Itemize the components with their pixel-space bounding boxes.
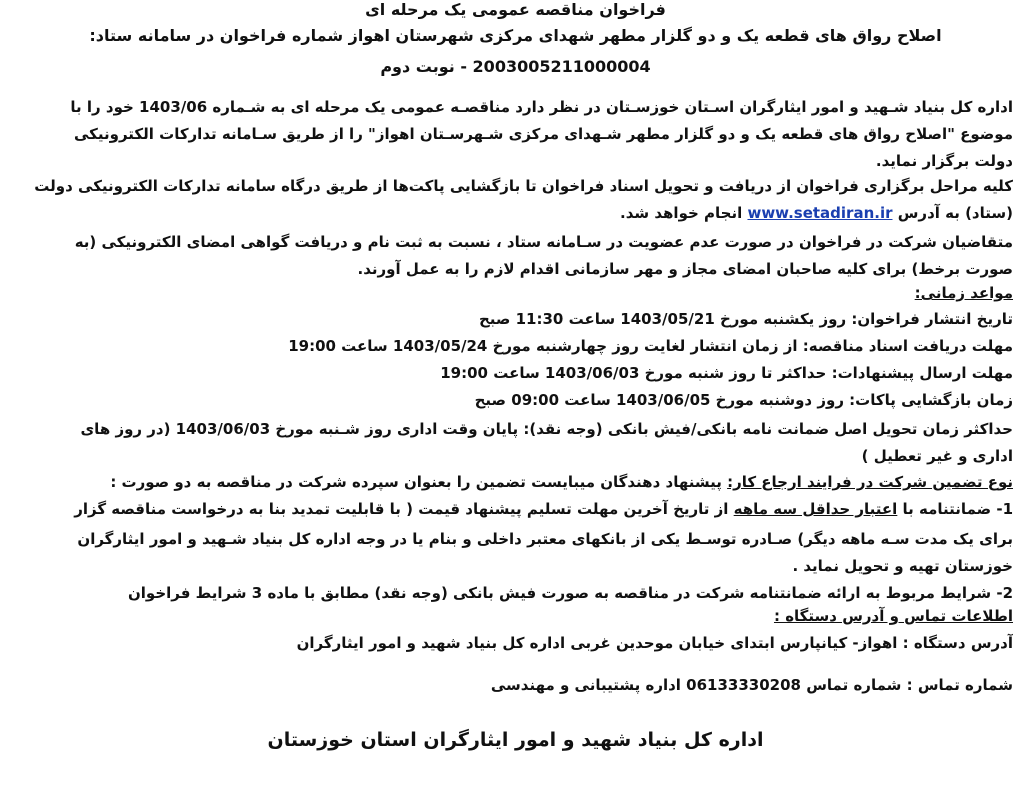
schedule-item: زمان بازگشایی پاکات: روز دوشنبه مورخ 1403/06/05 ساعت 09:00 صبح xyxy=(474,391,1013,409)
schedule-item: حداکثر زمان تحویل اصل ضمانت نامه بانکی/فیش بانکی (وجه نقد): پایان وقت اداری روز شـنبه مورخ 1403/06/03 (در روز های xyxy=(80,420,1013,438)
schedule-item: مهلت ارسال پیشنهادات: حداکثر تا روز شنبه مورخ 1403/06/03 ساعت 19:00 xyxy=(440,364,1013,382)
notice-title: فراخوان مناقصه عمومی یک مرحله ای xyxy=(365,0,666,19)
intro-line: اداره کل بنیاد شـهید و امور ایثارگران اسـتان خوزسـتان در نظر دارد مناقصـه عمومی یک مرحله ای به شـماره 1403/06 خود را با xyxy=(70,98,1013,116)
process-line: کلیه مراحل برگزاری فراخوان از دریافت و تحویل اسناد فراخوان تا بازگشایی پاکت‌ها از طریق درگاه سامانه تدارکات الکترونیکی دولت xyxy=(34,177,1013,195)
guarantee-item-1 xyxy=(18,499,1013,519)
process-text: (ستاد) به آدرس xyxy=(897,204,1013,222)
schedule-item: تاریخ انتشار فراخوان: روز یکشنبه مورخ 1403/05/21 ساعت 11:30 صبح xyxy=(478,310,1013,328)
registration-line: متقاضیان شرکت در فراخوان در صورت عدم عضویت در سـامانه ستاد ، نسبت به ثبت نام و دریافت گواهی امضای الکترونیکی (به xyxy=(74,233,1013,251)
issuer-signature: اداره کل بنیاد شهید و امور ایثارگران استان خوزستان xyxy=(267,729,764,751)
guarantee-item-line: خوزستان تهیه و تحویل نماید . xyxy=(792,557,1013,575)
website-link[interactable]: www.setadiran.ir xyxy=(747,204,893,222)
guarantee-item-text: از تاریخ آخرین مهلت تسلیم پیشنهاد قیمت ( با قابلیت تمدید بنا به درخواست مناقصه گزار xyxy=(74,500,734,518)
guarantee-heading xyxy=(18,472,1013,492)
phone: شماره تماس : شماره تماس 06133330208 اداره پشتیبانی و مهندسی xyxy=(490,676,1013,694)
tender-number-line xyxy=(0,57,1031,77)
schedule-title: مواعد زمانی: xyxy=(914,284,1013,302)
guarantee-item-line: برای یک مدت سـه ماهه دیگر) صـادره توسـط یکی از بانکهای معتبر داخلی و بنام یا در وجه اداره کل بنیاد شـهید و امور ایثارگران xyxy=(77,530,1013,548)
intro-line: موضوع "اصلاح رواق های قطعه یک و دو گلزار مطهر شـهدای مرکزی شـهرسـتان اهواز" را از طریق سـامانه تدارکات الکترونیکی xyxy=(73,125,1013,143)
guarantee-intro: پیشنهاد دهندگان میبایست تضمین را بعنوان سپرده شرکت در مناقصه به دو صورت : xyxy=(110,473,728,491)
guarantee-title: نوع تضمین شرکت در فرایند ارجاع کار: xyxy=(727,473,1013,491)
process-text: انجام خواهد شد. xyxy=(620,204,743,222)
announcement-round: - نوبت دوم xyxy=(380,57,467,76)
notice-subject: اصلاح رواق های قطعه یک و دو گلزار مطهر شهدای مرکزی شهرستان اهواز شماره فراخوان در سامانه ستاد: xyxy=(89,26,942,45)
schedule-item: اداری و غیر تعطیل ) xyxy=(861,447,1013,465)
process-line xyxy=(18,203,1013,223)
schedule-item: مهلت دریافت اسناد مناقصه: از زمان انتشار لغایت روز چهارشنبه مورخ 1403/05/24 ساعت 19:00 xyxy=(288,337,1013,355)
address: آدرس دستگاه : اهواز- کیانپارس ابتدای خیابان موحدین غربی اداره کل بنیاد شهید و امور ایثارگران xyxy=(296,634,1013,652)
guarantee-validity: اعتبار حداقل سه ماهه xyxy=(733,500,898,518)
guarantee-item-2: 2- شرایط مربوط به ارائه ضمانتنامه شرکت در مناقصه به صورت فیش بانکی (وجه نقد) مطابق با ماده 3 شرایط فراخوان xyxy=(127,584,1013,602)
intro-line: دولت برگزار نماید. xyxy=(875,152,1013,170)
guarantee-item-text: 1- ضمانتنامه با xyxy=(897,500,1013,518)
contact-title: اطلاعات تماس و آدرس دستگاه : xyxy=(773,607,1013,625)
tender-number: 2003005211000004 xyxy=(472,57,651,76)
registration-line: صورت برخط) برای کلیه صاحبان امضای مجاز و مهر سازمانی اقدام لازم را به عمل آورند. xyxy=(357,260,1013,278)
